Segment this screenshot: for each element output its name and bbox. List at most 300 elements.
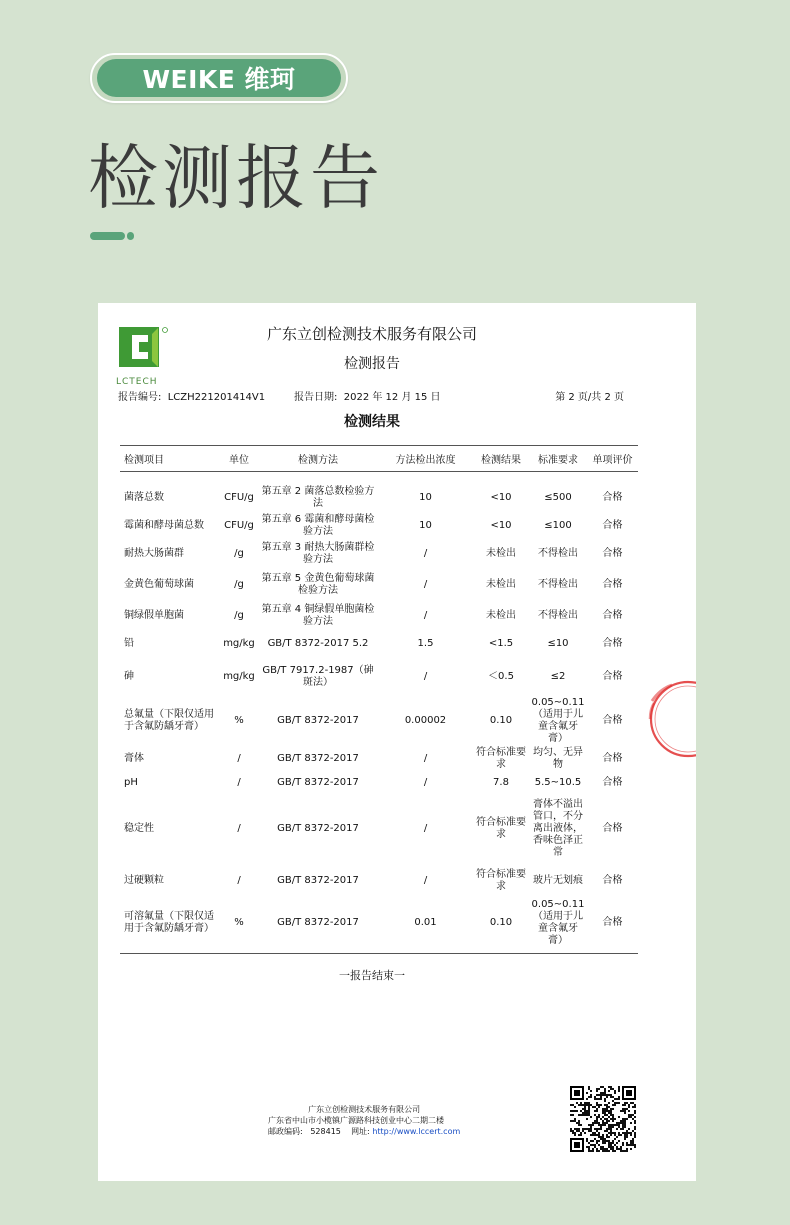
qr-module <box>604 1088 606 1090</box>
qr-module <box>612 1148 614 1150</box>
qr-module <box>588 1146 590 1148</box>
qr-module <box>626 1132 628 1134</box>
table-cell-limit: 0.00002 <box>404 714 447 726</box>
results-heading: 检测结果 <box>344 414 400 430</box>
qr-module <box>602 1146 604 1148</box>
qr-module <box>622 1150 624 1152</box>
qr-module <box>610 1126 612 1128</box>
qr-module <box>622 1104 624 1106</box>
website-link[interactable]: http://www.lccert.com <box>372 1127 461 1136</box>
qr-module <box>604 1104 606 1106</box>
table-cell-method: GB/T 8372-2017 <box>277 776 359 788</box>
qr-module <box>576 1130 578 1132</box>
qr-module <box>572 1120 574 1122</box>
brand-label: WEIKE 维珂 <box>142 65 296 94</box>
column-header: 检测方法 <box>258 446 378 472</box>
qr-module <box>588 1114 590 1116</box>
qr-module <box>604 1124 606 1126</box>
qr-module <box>634 1134 636 1136</box>
qr-module <box>630 1122 632 1124</box>
table-cell-item: 膏体 <box>124 752 144 764</box>
table-cell-verdict: 合格 <box>587 898 638 954</box>
page-title: 检测报告 <box>88 137 384 219</box>
qr-module <box>624 1134 626 1136</box>
qr-module <box>616 1128 618 1130</box>
qr-module <box>604 1118 606 1120</box>
qr-module <box>614 1150 616 1152</box>
qr-module <box>598 1114 600 1116</box>
column-header: 检测项目 <box>120 446 220 472</box>
qr-module <box>616 1124 618 1126</box>
qr-module <box>626 1150 628 1152</box>
official-seal-icon <box>646 679 696 759</box>
qr-module <box>604 1090 606 1092</box>
table-cell-result: ＜0.5 <box>488 670 514 682</box>
qr-module <box>622 1124 624 1126</box>
table-cell-method: GB/T 8372-2017 <box>277 714 359 726</box>
qr-module <box>618 1132 620 1134</box>
table-cell-item: 铜绿假单胞菌 <box>124 609 184 621</box>
qr-module <box>604 1112 606 1114</box>
table-cell-result: <10 <box>490 519 512 531</box>
qr-finder <box>574 1090 580 1096</box>
qr-module <box>594 1134 596 1136</box>
qr-module <box>594 1106 596 1108</box>
table-cell-verdict: 合格 <box>602 714 623 726</box>
qr-module <box>596 1118 598 1120</box>
qr-module <box>574 1106 576 1108</box>
qr-module <box>592 1140 594 1142</box>
table-row <box>120 658 638 696</box>
qr-module <box>596 1104 598 1106</box>
qr-module <box>590 1094 592 1096</box>
table-cell-result: 0.10 <box>473 898 529 954</box>
qr-module <box>622 1142 624 1144</box>
qr-module <box>572 1130 574 1132</box>
qr-module <box>586 1110 588 1112</box>
qr-module <box>620 1122 622 1124</box>
qr-module <box>606 1094 608 1096</box>
qr-module <box>622 1108 624 1110</box>
qr-module <box>610 1110 612 1112</box>
qr-module <box>596 1150 598 1152</box>
qr-module <box>608 1094 610 1096</box>
qr-module <box>634 1126 636 1128</box>
qr-module <box>630 1134 632 1136</box>
qr-module <box>608 1126 610 1128</box>
qr-module <box>620 1146 622 1148</box>
table-cell-method: 第五章 3 耐热大肠菌群检验方法 <box>261 541 375 565</box>
table-cell-item: 菌落总数 <box>124 491 164 503</box>
qr-module <box>592 1122 594 1124</box>
qr-module <box>602 1148 604 1150</box>
qr-module <box>582 1104 584 1106</box>
qr-module <box>602 1116 604 1118</box>
qr-module <box>614 1102 616 1104</box>
qr-module <box>610 1134 612 1136</box>
qr-module <box>578 1120 580 1122</box>
qr-module <box>612 1114 614 1116</box>
table-cell-unit: CFU/g <box>224 491 254 503</box>
qr-module <box>622 1110 624 1112</box>
table-cell-limit: / <box>423 822 428 834</box>
qr-module <box>618 1134 620 1136</box>
results-table <box>120 445 638 954</box>
qr-module <box>624 1118 626 1120</box>
table-cell-result: 0.10 <box>489 714 513 726</box>
table-cell-item: 稳定性 <box>124 822 154 834</box>
qr-module <box>580 1104 582 1106</box>
qr-module <box>610 1112 612 1114</box>
qr-module <box>588 1112 590 1114</box>
qr-module <box>626 1118 628 1120</box>
qr-module <box>612 1132 614 1134</box>
qr-module <box>600 1086 602 1088</box>
table-cell-standard: ≤100 <box>544 519 572 531</box>
column-header: 单位 <box>220 446 258 472</box>
qr-module <box>602 1136 604 1138</box>
qr-module <box>610 1148 612 1150</box>
qr-module <box>624 1124 626 1126</box>
table-cell-verdict: 合格 <box>602 578 623 590</box>
qr-module <box>604 1110 606 1112</box>
table-cell-unit: / <box>237 874 241 886</box>
table-cell-standard: 0.05~0.11（适用于儿童含氟牙膏） <box>529 898 587 954</box>
qr-module <box>618 1098 620 1100</box>
qr-module <box>588 1148 590 1150</box>
qr-module <box>634 1122 636 1124</box>
table-cell-unit: mg/kg <box>223 637 255 649</box>
page-indicator: 第 2 页/共 2 页 <box>555 392 624 403</box>
table-cell-result: 符合标准要求 <box>476 746 526 770</box>
qr-module <box>610 1146 612 1148</box>
qr-module <box>586 1098 588 1100</box>
table-cell-unit: / <box>237 752 241 764</box>
qr-module <box>598 1140 600 1142</box>
qr-module <box>612 1140 614 1142</box>
qr-module <box>596 1120 598 1122</box>
qr-module <box>586 1104 588 1106</box>
qr-module <box>614 1090 616 1092</box>
qr-module <box>628 1128 630 1130</box>
qr-module <box>574 1120 576 1122</box>
table-cell-result: 符合标准要求 <box>476 816 526 840</box>
qr-module <box>590 1134 592 1136</box>
qr-module <box>590 1128 592 1130</box>
qr-module <box>600 1138 602 1140</box>
qr-module <box>616 1148 618 1150</box>
table-cell-standard: 玻片无划痕 <box>533 874 583 886</box>
qr-module <box>622 1122 624 1124</box>
qr-module <box>624 1112 626 1114</box>
qr-module <box>590 1096 592 1098</box>
qr-module <box>602 1094 604 1096</box>
qr-module <box>572 1104 574 1106</box>
qr-module <box>596 1134 598 1136</box>
qr-module <box>600 1096 602 1098</box>
table-cell-standard: 不得检出 <box>538 609 578 621</box>
qr-module <box>596 1108 598 1110</box>
table-row <box>120 794 638 864</box>
qr-module <box>630 1140 632 1142</box>
qr-module <box>596 1116 598 1118</box>
qr-module <box>614 1134 616 1136</box>
qr-module <box>580 1114 582 1116</box>
table-cell-item: 铅 <box>124 637 134 649</box>
qr-module <box>578 1114 580 1116</box>
qr-module <box>586 1128 588 1130</box>
qr-module <box>624 1136 626 1138</box>
qr-module <box>610 1114 612 1116</box>
qr-module <box>622 1118 624 1120</box>
qr-module <box>624 1126 626 1128</box>
qr-module <box>610 1096 612 1098</box>
qr-module <box>574 1110 576 1112</box>
qr-module <box>594 1114 596 1116</box>
qr-module <box>596 1128 598 1130</box>
report-date: 报告日期: 2022 年 12 月 15 日 <box>294 392 441 403</box>
qr-module <box>600 1124 602 1126</box>
qr-module <box>624 1120 626 1122</box>
table-row <box>120 772 638 794</box>
qr-module <box>628 1106 630 1108</box>
report-number: 报告编号: LCZH221201414V1 <box>118 392 266 403</box>
qr-module <box>586 1092 588 1094</box>
qr-module <box>614 1092 616 1094</box>
qr-module <box>620 1134 622 1136</box>
qr-module <box>574 1128 576 1130</box>
table-cell-unit: / <box>237 822 241 834</box>
qr-module <box>634 1128 636 1130</box>
qr-module <box>614 1144 616 1146</box>
qr-module <box>596 1098 598 1100</box>
qr-module <box>632 1144 634 1146</box>
qr-module <box>602 1138 604 1140</box>
table-cell-method: 第五章 2 菌落总数检验方法 <box>261 485 375 509</box>
qr-module <box>608 1116 610 1118</box>
qr-module <box>612 1096 614 1098</box>
qr-module <box>612 1150 614 1152</box>
table-cell-standard: ≤10 <box>547 637 569 649</box>
qr-module <box>590 1144 592 1146</box>
qr-module <box>616 1136 618 1138</box>
qr-module <box>604 1130 606 1132</box>
qr-module <box>608 1102 610 1104</box>
qr-module <box>616 1142 618 1144</box>
qr-module <box>570 1120 572 1122</box>
qr-module <box>592 1150 594 1152</box>
qr-module <box>576 1122 578 1124</box>
qr-module <box>604 1148 606 1150</box>
qr-module <box>594 1122 596 1124</box>
qr-module <box>590 1140 592 1142</box>
qr-module <box>610 1128 612 1130</box>
qr-module <box>580 1110 582 1112</box>
qr-module <box>604 1098 606 1100</box>
qr-module <box>620 1128 622 1130</box>
qr-module <box>602 1122 604 1124</box>
table-cell-item: 总氟量（下限仅适用于含氟防龋牙膏） <box>124 708 214 732</box>
qr-module <box>634 1132 636 1134</box>
qr-module <box>626 1148 628 1150</box>
qr-module <box>578 1124 580 1126</box>
qr-module <box>600 1094 602 1096</box>
qr-module <box>594 1098 596 1100</box>
qr-module <box>600 1128 602 1130</box>
qr-module <box>600 1148 602 1150</box>
qr-module <box>634 1112 636 1114</box>
qr-module <box>634 1146 636 1148</box>
qr-module <box>584 1110 586 1112</box>
table-cell-standard: ≤500 <box>544 491 572 503</box>
qr-module <box>602 1142 604 1144</box>
qr-module <box>594 1096 596 1098</box>
table-cell-item: 砷 <box>124 670 134 682</box>
table-cell-limit: / <box>423 670 428 682</box>
qr-module <box>606 1120 608 1122</box>
qr-module <box>628 1110 630 1112</box>
table-row <box>120 512 638 540</box>
qr-module <box>632 1102 634 1104</box>
qr-module <box>608 1146 610 1148</box>
qr-module <box>606 1104 608 1106</box>
qr-module <box>620 1120 622 1122</box>
footer-address: 广东省中山市小榄镇广源路科技创业中心二期二楼 <box>268 1116 444 1125</box>
table-cell-verdict: 合格 <box>602 752 623 764</box>
qr-module <box>594 1146 596 1148</box>
qr-module <box>628 1104 630 1106</box>
qr-module <box>598 1104 600 1106</box>
table-cell-method: 第五章 4 铜绿假单胞菌检验方法 <box>261 603 375 627</box>
qr-module <box>608 1142 610 1144</box>
qr-module <box>596 1122 598 1124</box>
qr-module <box>598 1150 600 1152</box>
qr-module <box>618 1088 620 1090</box>
table-cell-method: GB/T 8372-2017 <box>277 752 359 764</box>
qr-module <box>606 1148 608 1150</box>
qr-module <box>574 1134 576 1136</box>
qr-module <box>606 1110 608 1112</box>
qr-module <box>630 1144 632 1146</box>
table-row <box>120 630 638 658</box>
table-cell-item: 耐热大肠菌群 <box>124 547 184 559</box>
qr-module <box>588 1150 590 1152</box>
table-cell-unit: / <box>237 776 241 788</box>
qr-module <box>600 1126 602 1128</box>
qr-module <box>602 1124 604 1126</box>
qr-module <box>624 1104 626 1106</box>
column-header: 标准要求 <box>529 446 587 472</box>
qr-module <box>632 1118 634 1120</box>
qr-module <box>606 1150 608 1152</box>
table-cell-standard: 膏体不溢出管口，不分离出液体，香味色泽正常 <box>533 798 583 858</box>
qr-module <box>586 1112 588 1114</box>
qr-module <box>604 1142 606 1144</box>
qr-module <box>574 1132 576 1134</box>
table-cell-standard: 5.5~10.5 <box>534 776 582 788</box>
column-header: 单项评价 <box>587 446 638 472</box>
qr-module <box>578 1130 580 1132</box>
title-underline <box>90 232 125 240</box>
qr-module <box>626 1144 628 1146</box>
qr-module <box>632 1140 634 1142</box>
qr-module <box>634 1136 636 1138</box>
qr-module <box>626 1102 628 1104</box>
qr-module <box>608 1150 610 1152</box>
qr-module <box>624 1122 626 1124</box>
qr-module <box>630 1102 632 1104</box>
qr-module <box>578 1104 580 1106</box>
qr-module <box>602 1150 604 1152</box>
qr-module <box>596 1148 598 1150</box>
qr-module <box>592 1132 594 1134</box>
qr-module <box>610 1124 612 1126</box>
qr-module <box>626 1142 628 1144</box>
qr-module <box>586 1140 588 1142</box>
report-document <box>98 303 696 1181</box>
qr-module <box>600 1136 602 1138</box>
table-cell-result: <1.5 <box>488 637 514 649</box>
qr-module <box>576 1128 578 1130</box>
qr-module <box>590 1150 592 1152</box>
qr-module <box>598 1116 600 1118</box>
qr-module <box>612 1088 614 1090</box>
qr-module <box>602 1086 604 1088</box>
qr-module <box>612 1120 614 1122</box>
qr-module <box>608 1144 610 1146</box>
qr-module <box>608 1086 610 1088</box>
qr-module <box>600 1146 602 1148</box>
qr-module <box>602 1140 604 1142</box>
qr-module <box>624 1110 626 1112</box>
qr-module <box>632 1114 634 1116</box>
qr-module <box>630 1148 632 1150</box>
qr-module <box>630 1132 632 1134</box>
qr-module <box>612 1146 614 1148</box>
qr-module <box>600 1092 602 1094</box>
qr-module <box>578 1134 580 1136</box>
qr-module <box>588 1106 590 1108</box>
table-cell-unit: mg/kg <box>223 670 255 682</box>
qr-module <box>606 1130 608 1132</box>
qr-module <box>604 1100 606 1102</box>
qr-module <box>632 1130 634 1132</box>
qr-module <box>594 1110 596 1112</box>
table-cell-limit: / <box>423 578 428 590</box>
table-cell-verdict: 合格 <box>602 609 623 621</box>
logo-caption: LCTECH <box>116 377 158 387</box>
qr-module <box>608 1112 610 1114</box>
qr-module <box>632 1106 634 1108</box>
qr-module <box>588 1124 590 1126</box>
document-title: 检测报告 <box>344 356 400 372</box>
qr-module <box>584 1128 586 1130</box>
qr-module <box>614 1118 616 1120</box>
table-cell-limit: 0.01 <box>378 898 473 954</box>
qr-module <box>608 1136 610 1138</box>
qr-module <box>570 1104 572 1106</box>
qr-module <box>598 1132 600 1134</box>
qr-module <box>572 1114 574 1116</box>
qr-module <box>604 1122 606 1124</box>
table-cell-unit: /g <box>234 609 244 621</box>
qr-finder <box>574 1142 580 1148</box>
table-cell-verdict: 合格 <box>602 547 623 559</box>
qr-module <box>604 1092 606 1094</box>
qr-module <box>628 1132 630 1134</box>
table-spacer <box>120 472 638 484</box>
qr-module <box>612 1142 614 1144</box>
